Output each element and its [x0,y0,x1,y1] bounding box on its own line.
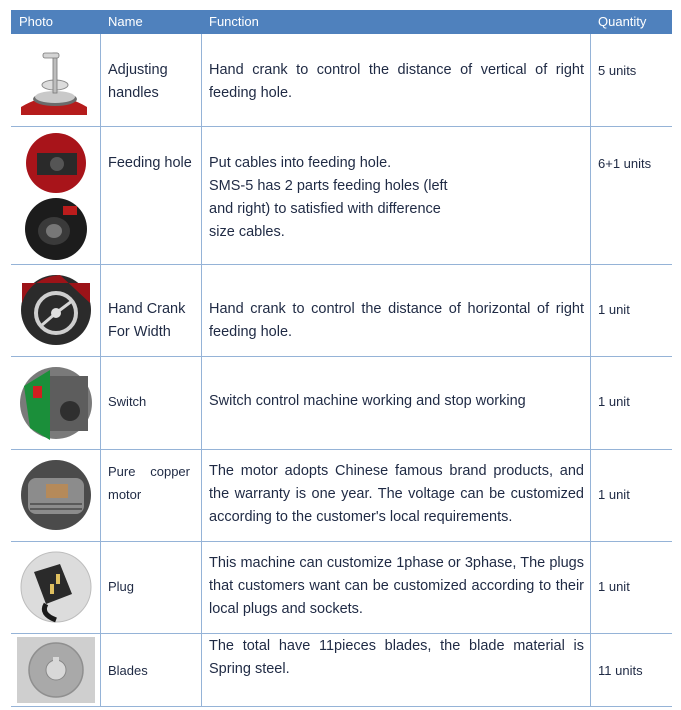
row-name: Feeding hole [108,155,192,171]
name-cell [100,634,201,707]
photo-cell [11,357,100,450]
row-function-line: size cables. [209,224,285,240]
name-cell [100,34,201,127]
name-cell [100,265,201,357]
table-row [11,450,672,542]
quantity-cell [590,265,672,357]
header-function: Function [209,14,259,29]
table-row [11,34,672,127]
quantity-cell [590,450,672,542]
plug-photo [20,550,92,624]
function-cell [201,357,590,450]
row-function-line: SMS-5 has 2 parts feeding holes (left [209,178,448,194]
row-function: Switch control machine working and stop working [209,393,526,409]
photo-cell [11,542,100,634]
photo-cell [11,634,100,707]
photo-cell [11,127,100,265]
name-cell [100,450,201,542]
function-cell [201,127,590,265]
row-name: Pure copper motor [108,464,190,502]
row-quantity: 6+1 units [598,156,652,171]
quantity-cell [590,127,672,265]
name-cell [100,542,201,634]
quantity-cell [590,34,672,127]
row-function: Hand crank to control the distance of vertical of right feeding hole. [209,62,584,101]
table-row [11,357,672,450]
function-cell [201,450,590,542]
photo-cell [11,450,100,542]
row-quantity: 1 unit [598,487,630,502]
motor-photo [20,458,92,532]
table-header [11,10,672,34]
name-cell [100,357,201,450]
row-function: Hand crank to control the distance of horizontal of right feeding hole. [209,301,584,340]
function-cell [201,542,590,634]
header-quantity: Quantity [598,14,647,29]
row-function-line: Put cables into feeding hole. [209,155,392,171]
table-row [11,542,672,634]
adjusting-handle-photo [19,47,89,115]
row-name: Switch [108,394,147,409]
row-quantity: 1 unit [598,394,630,409]
function-cell [201,34,590,127]
photo-cell [11,265,100,357]
function-cell [201,634,590,707]
row-quantity: 11 units [598,663,643,678]
table-row [11,127,672,265]
row-function: The total have 11pieces blades, the blade material is Spring steel. [209,638,584,677]
name-cell [100,127,201,265]
feeding-hole-photo [21,131,91,261]
row-function: This machine can customize 1phase or 3phase, The plugs that customers want can be customized according to their local plugs and sockets. [209,555,584,617]
row-name: Hand Crank For Width [108,301,186,340]
row-function-line: and right) to satisfied with difference [209,201,441,217]
row-name: Plug [108,579,135,594]
photo-cell [11,34,100,127]
header-name: Name [108,14,143,29]
hand-crank-photo [20,273,92,347]
blade-photo [17,637,95,703]
quantity-cell [590,357,672,450]
row-function: The motor adopts Chinese famous brand products, and the warranty is one year. The voltage can be customized according to the customer's local requirements. [209,463,584,525]
header-photo: Photo [19,14,53,29]
quantity-cell [590,634,672,707]
row-name: Blades [108,663,148,678]
table-row [11,265,672,357]
row-name: Adjusting handles [108,62,168,101]
quantity-cell [590,542,672,634]
table-row [11,634,672,707]
switch-photo [20,366,92,441]
function-cell [201,265,590,357]
row-quantity: 1 unit [598,302,630,317]
row-quantity: 1 unit [598,579,630,594]
row-quantity: 5 units [598,63,637,78]
